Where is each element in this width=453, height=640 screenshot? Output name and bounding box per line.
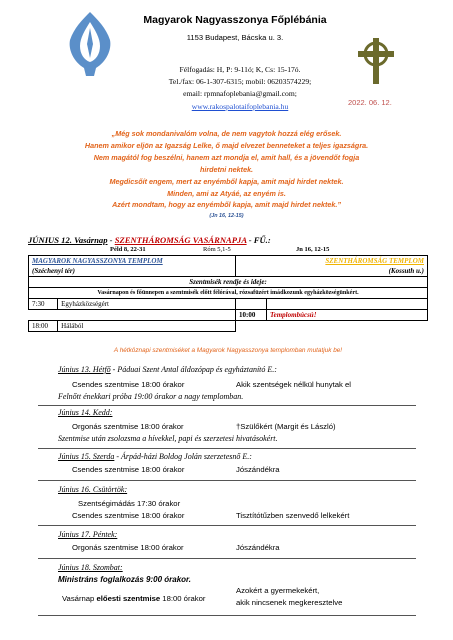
sunday-header	[28, 235, 271, 245]
sunday-date: JÚNIUS 12. Vasárnap	[28, 235, 108, 245]
celtic-cross-icon	[354, 36, 398, 86]
gospel-quote	[40, 128, 413, 223]
empty-cell	[236, 299, 267, 310]
reading-1: Péld 8, 22-31	[110, 246, 146, 253]
day-title	[58, 530, 117, 539]
day-title-text: Június 18. Szombat:	[58, 563, 123, 572]
day-title	[58, 365, 277, 374]
church-2-name: SZENTHÁROMSÁG TEMPLOM	[325, 257, 424, 265]
email-line: email: rpmnafoplebania@gmail.com;	[183, 89, 297, 99]
quote-line: Azért mondtam, hogy az enyémből kapja, amit majd hirdet nektek.”	[112, 200, 341, 210]
quote-line: „Még sok mondanivalóm volna, de nem vagytok hozzá elég erősek.	[111, 129, 342, 138]
day-title-rest: - Páduai Szent Antal áldozópap és egyháztanító E.:	[110, 365, 277, 374]
adoration-note: Szentségimádás 17:30 órakor	[78, 499, 181, 508]
contact-block	[130, 64, 350, 113]
sunday-schedule-table	[28, 255, 428, 332]
weekday-note: A hétköznapi szentmiséket a Magyarok Nagyasszonya templomban mutatjuk be!	[113, 347, 343, 354]
reading-2: Róm 5,1-5	[203, 246, 231, 253]
church-2-square: (Kossuth u.)	[236, 266, 428, 277]
day-title-text: Június 15. Szerda	[58, 452, 115, 461]
parish-address: 1153 Budapest, Bácska u. 3.	[186, 33, 284, 42]
divider	[38, 480, 416, 481]
mass-right: Jószándékra	[236, 543, 280, 552]
mass-right: Akik szentségek nélkül hunytak el	[236, 380, 351, 389]
mass-left-a: Vasárnap	[62, 594, 97, 603]
mass-left: Orgonás szentmise 18:00 órakor	[72, 543, 184, 552]
phone-line: Tel./fax: 06-1-307-6315; mobil: 06203574229;	[168, 77, 312, 87]
mass-left: Orgonás szentmise 18:00 órakor	[72, 422, 184, 431]
day-title-text: Június 13. Hétfő	[58, 365, 111, 374]
feast-tail: - FŰ.:	[246, 235, 271, 245]
choir-note: Felnőtt énekkari próba 19:00 órakor a nagy templomban.	[58, 392, 244, 401]
office-hours: Félfogadás: H, P: 9-11ó; K, Cs: 15-17ó.	[179, 65, 301, 74]
church-1-square: (Széchenyi tér)	[29, 266, 236, 277]
church-1-cell	[29, 256, 236, 267]
church-1-name: MAGYAROK NAGYASSZONYA TEMPLOM	[32, 257, 163, 265]
day-title	[58, 408, 112, 417]
quote-line: Minden, ami az Atyáé, az enyém is.	[167, 188, 286, 198]
quote-line: Nem magától fog beszélni, hanem azt mondja el, amit hall, és a jövendőt fogja	[93, 152, 360, 162]
day-title-text: Június 14. Kedd:	[58, 408, 113, 417]
divider	[38, 525, 416, 526]
mass-right: Jószándékra	[236, 465, 280, 474]
empty-cell	[267, 321, 428, 332]
empty-cell	[58, 310, 236, 321]
separator: -	[107, 235, 115, 245]
altar-server-note: Ministráns foglalkozás 9:00 órakor.	[58, 575, 191, 584]
mass-left: Csendes szentmise 18:00 órakor	[72, 380, 185, 389]
divider	[38, 405, 416, 406]
mass-right: Tisztítótűzben szenvedő lelkekért	[236, 511, 350, 520]
day-title-text: Június 17. Péntek:	[58, 530, 118, 539]
mass-time: 18:00	[29, 321, 58, 332]
day-title	[58, 452, 252, 461]
mass-intention: Templombúcsú!	[267, 310, 428, 321]
day-title-rest: - Árpád-házi Boldog Jolán szerzetesnő E.:	[114, 452, 252, 461]
mass-left	[62, 594, 205, 603]
mass-order-title: Szentmisék rendje és ideje:	[29, 277, 428, 288]
empty-cell	[236, 321, 267, 332]
mass-intention: Egyházközségért	[58, 299, 236, 310]
mass-left-c: 18:00 órakor	[160, 594, 206, 603]
quote-reference: (Jn 16, 12-15)	[209, 213, 244, 220]
vocations-note: Szentmise után zsolozsma a hívekkel, papi és szerzetesi hivatásokért.	[58, 434, 278, 443]
empty-cell	[29, 310, 58, 321]
website-link[interactable]: www.rakospalotaifoplebania.hu	[191, 101, 289, 111]
quote-line: hirdetni nektek.	[199, 164, 254, 174]
church-2-cell	[236, 256, 428, 267]
quote-line: Hanem amikor eljön az Igazság Lelke, ő majd elvezet benneteket a teljes igazságra.	[84, 140, 369, 150]
rosary-note: Vasárnapon és főünnepen a szentmisék előtt félórával, rózsafüzért imádkozunk egyházközségünkért.	[29, 288, 428, 299]
divider	[38, 615, 416, 616]
mass-time: 10:00	[236, 310, 267, 321]
parish-name: Magyarok Nagyasszonya Főplébánia	[143, 14, 327, 26]
mass-right: †Szülőkért (Margit és László)	[236, 422, 336, 431]
day-title-text: Június 16. Csütörtök:	[58, 485, 128, 494]
empty-cell	[267, 299, 428, 310]
bulletin-date: 2022. 06. 12.	[348, 98, 392, 107]
day-title	[58, 485, 127, 494]
divider	[38, 448, 416, 449]
mass-left-b: előesti szentmise	[96, 594, 161, 603]
day-title	[58, 563, 123, 572]
mass-left: Csendes szentmise 18:00 órakor	[72, 511, 185, 520]
mass-right-2: akik nincsenek megkeresztelve	[236, 598, 343, 607]
quote-line: Megdicsőít engem, mert az enyémből kapja, amit majd hirdet nektek.	[109, 176, 344, 186]
mass-time: 7:30	[29, 299, 58, 310]
mass-intention: Hálából	[58, 321, 236, 332]
reading-3: Jn 16, 12-15	[296, 246, 330, 253]
parish-logo-icon	[62, 10, 118, 78]
feast-name: SZENTHÁROMSÁG VASÁRNAPJA	[114, 235, 247, 245]
mass-right: Azokért a gyermekekért,	[236, 586, 320, 595]
divider	[38, 558, 416, 559]
mass-left: Csendes szentmise 18:00 órakor	[72, 465, 185, 474]
